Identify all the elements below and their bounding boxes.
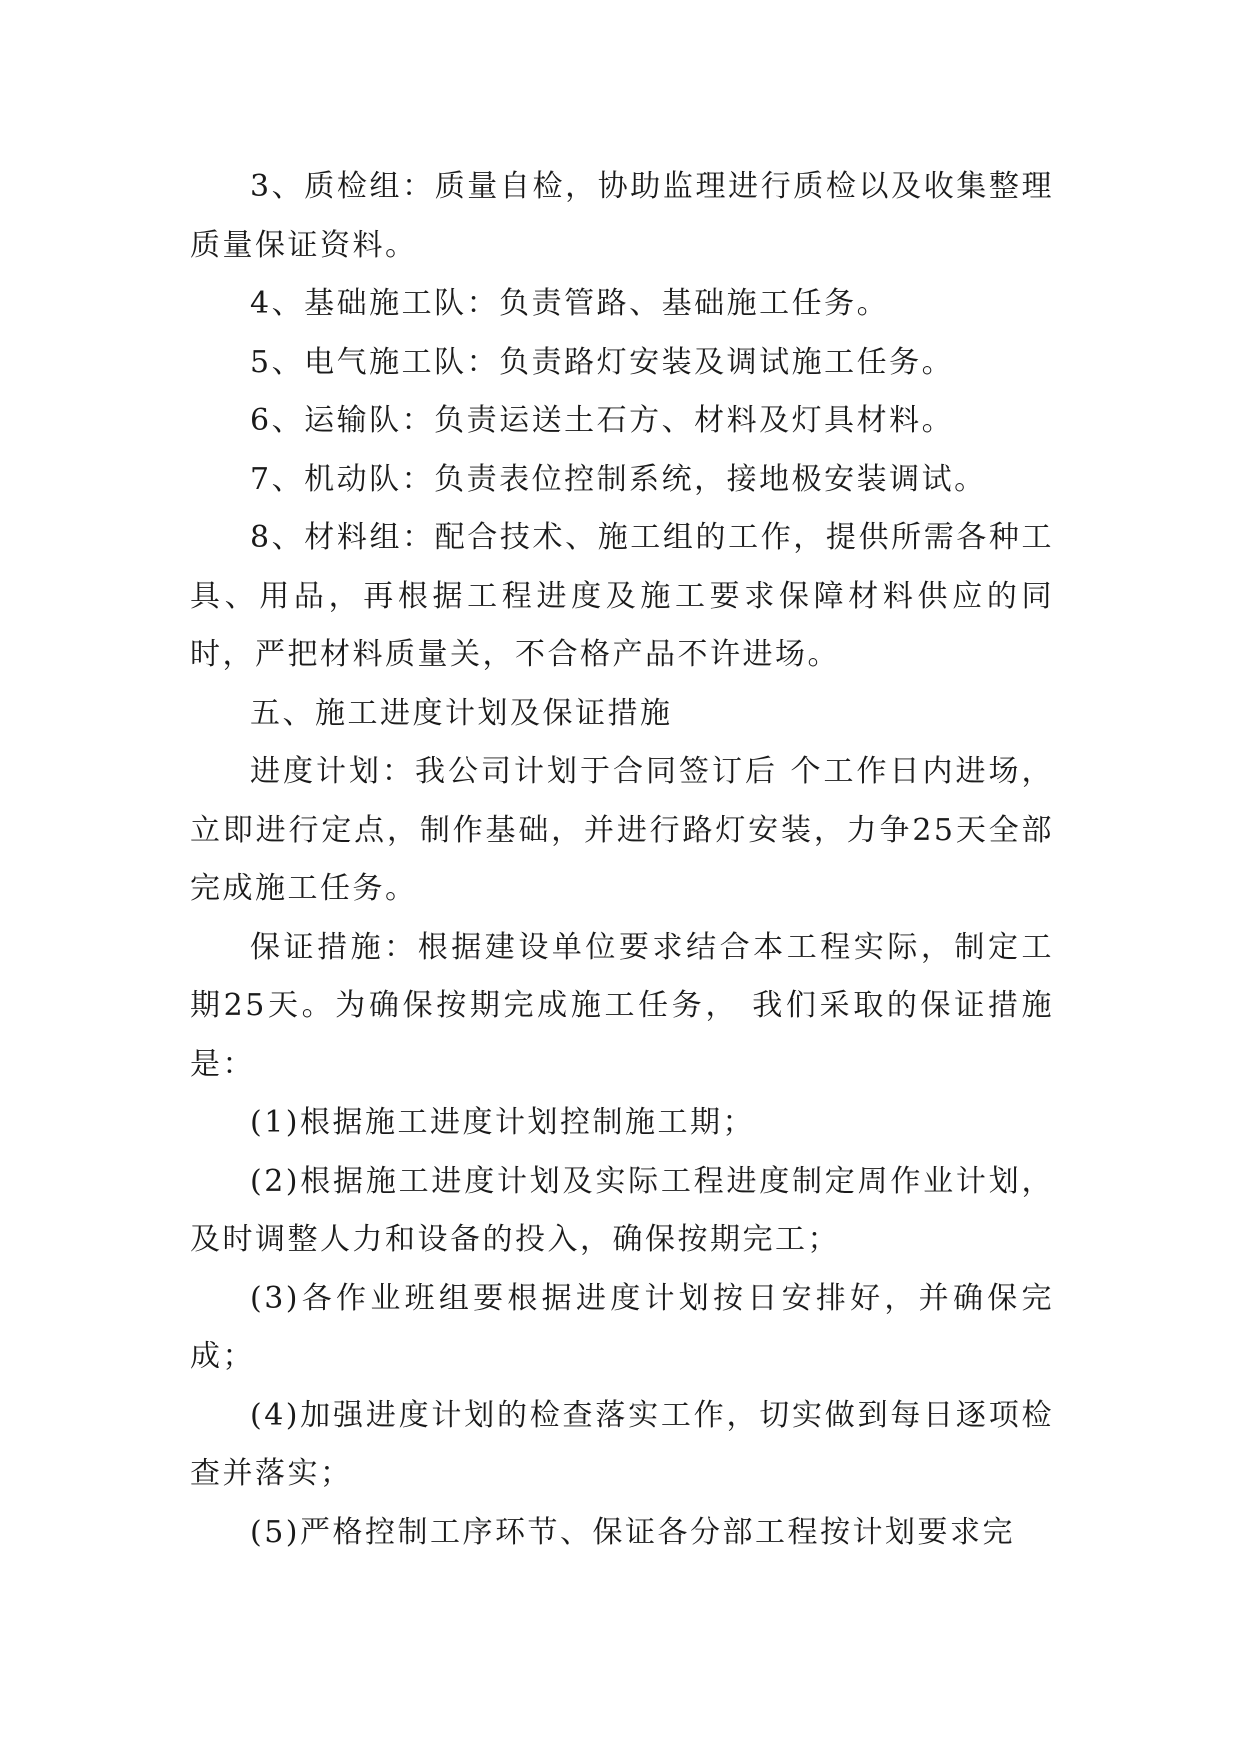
paragraph-electrical-team: 5、电气施工队：负责路灯安装及调试施工任务。 (250, 344, 955, 380)
paragraph-transport-team: 6、运输队：负责运送土石方、材料及灯具材料。 (250, 403, 955, 438)
paragraph-materials-team: 8、材料组：配合技术、施工组的工作，提供所需各种工具、用品，再根据工程进度及施工要求保障材料供应的同时，严把材料质量关，不合格产品不许进场。 (190, 520, 1054, 672)
paragraph-mobile-team: 7、机动队：负责表位控制系统，接地极安装调试。 (250, 461, 987, 497)
paragraph-guarantee-measures: 保证措施：根据建设单位要求结合本工程实际，制定工期25天。为确保按期完成施工任务， 我们采取的保证措施是： (190, 929, 1054, 1082)
list-item-measure-1: (1)根据施工进度计划控制施工期； (250, 1105, 755, 1140)
section-heading-schedule: 五、施工进度计划及保证措施 (250, 695, 673, 731)
list-item-measure-2: (2)根据施工进度计划及实际工程进度制定周作业计划，及时调整人力和设备的投入，确保按期完工； (190, 1163, 1054, 1257)
paragraph-qc-team: 3、质检组：质量自检，协助监理进行质检以及收集整理质量保证资料。 (190, 169, 1054, 263)
list-item-measure-4: (4)加强进度计划的检查落实工作，切实做到每日逐项检查并落实； (190, 1397, 1054, 1491)
paragraph-foundation-team: 4、基础施工队：负责管路、基础施工任务。 (250, 286, 890, 321)
document-body (190, 158, 1054, 1562)
list-item-measure-3: (3)各作业班组要根据进度计划按日安排好，并确保完成； (190, 1280, 1054, 1374)
list-item-measure-5: (5)严格控制工序环节、保证各分部工程按计划要求完 (250, 1514, 1015, 1550)
paragraph-schedule-plan: 进度计划：我公司计划于合同签订后 个工作日内进场，立即进行定点，制作基础，并进行路灯安装，力争25天全部完成施工任务。 (190, 754, 1054, 906)
